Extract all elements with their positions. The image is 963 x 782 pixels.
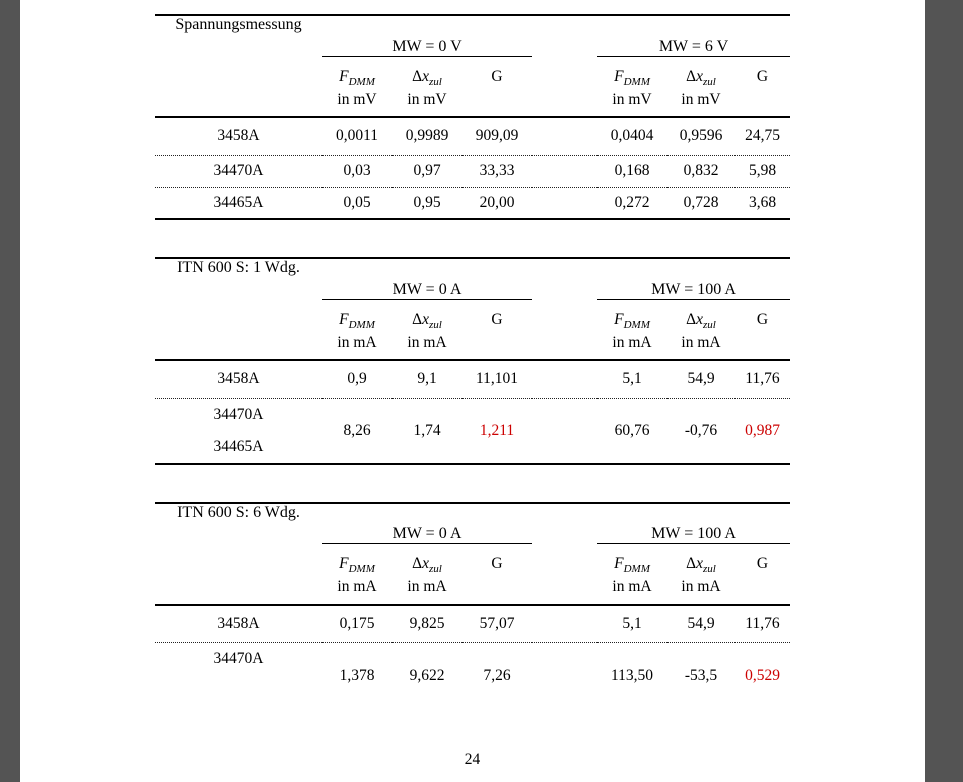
- table-cell: 9,622: [409, 666, 445, 684]
- table-row-truncated: [155, 643, 790, 698]
- unit-label: in mA: [407, 578, 447, 595]
- table-cell: -0,76: [667, 398, 735, 464]
- table-cell: 0,9989: [392, 117, 462, 155]
- table-cell: 0,95: [392, 187, 462, 219]
- table-row-merged: [155, 398, 790, 464]
- table-cell: 5,1: [597, 605, 667, 643]
- table-cell: 24,75: [735, 117, 790, 155]
- unit-label: in mV: [337, 90, 377, 108]
- column-header-fdmm: [597, 56, 667, 117]
- table-cell: 1,378: [339, 666, 375, 684]
- table-cell: 0,9596: [667, 117, 735, 155]
- table-cell: 0,832: [667, 155, 735, 187]
- device-label: 34470A: [213, 405, 264, 423]
- table-row: [155, 187, 790, 219]
- column-header-fdmm: [597, 544, 667, 605]
- unit-label: in mA: [681, 333, 721, 351]
- group-gap: [532, 398, 597, 464]
- x-symbol: x: [422, 555, 429, 572]
- column-header-dxzul: [667, 544, 735, 605]
- table-cell: 9,1: [392, 360, 462, 398]
- f-symbol: F: [614, 310, 624, 328]
- table-title: ITN 600 S: 6 Wdg.: [155, 503, 322, 605]
- voltage-measurement-table: [155, 14, 790, 220]
- table-cell: 0,0404: [597, 117, 667, 155]
- x-subscript: zul: [429, 563, 442, 576]
- f-subscript: DMM: [623, 318, 650, 331]
- column-header-dxzul: [392, 56, 462, 117]
- column-header-fdmm: [322, 544, 392, 605]
- table-cell: 57,07: [462, 605, 532, 643]
- f-symbol: F: [614, 555, 624, 572]
- table-row: [155, 605, 790, 643]
- table-cell: 0,728: [667, 187, 735, 219]
- device-label: 3458A: [155, 117, 322, 155]
- f-subscript: DMM: [623, 75, 650, 88]
- f-subscript: DMM: [623, 563, 650, 576]
- column-group-header: MW = 0 V: [322, 15, 532, 56]
- column-header-dxzul: [667, 56, 735, 117]
- x-subscript: zul: [429, 318, 442, 331]
- unit-label: in mA: [612, 333, 652, 351]
- table-cell: 11,101: [462, 360, 532, 398]
- unit-label: in mA: [612, 578, 652, 595]
- table-cell: 11,76: [735, 605, 790, 643]
- table-cell: 0,0011: [322, 117, 392, 155]
- f-symbol: F: [339, 310, 349, 328]
- table-cell: 0,9: [322, 360, 392, 398]
- left-frame-bar: [0, 0, 20, 782]
- delta-symbol: Δ: [412, 310, 423, 328]
- device-label: 34470A: [155, 155, 322, 187]
- table-cell: 113,50: [610, 666, 654, 684]
- x-subscript: zul: [429, 75, 442, 88]
- table-cell: 0,175: [322, 605, 392, 643]
- column-header-g: G: [735, 56, 790, 117]
- unit-label: in mA: [337, 578, 377, 595]
- f-subscript: DMM: [348, 75, 375, 88]
- group-gap: [532, 299, 597, 360]
- table-cell: 60,76: [597, 398, 667, 464]
- f-subscript: DMM: [348, 318, 375, 331]
- x-symbol: x: [696, 310, 704, 328]
- table-cell-highlighted: 0,987: [735, 398, 790, 464]
- group-gap: [532, 15, 597, 56]
- x-symbol: x: [422, 67, 429, 85]
- table-cell: 0,168: [597, 155, 667, 187]
- column-group-header: MW = 6 V: [597, 15, 790, 56]
- f-subscript: DMM: [348, 563, 375, 576]
- unit-label: in mA: [681, 578, 721, 595]
- table-cell: 5,98: [735, 155, 790, 187]
- table-title: ITN 600 S: 1 Wdg.: [155, 258, 322, 360]
- column-group-header: MW = 100 A: [597, 503, 790, 544]
- device-label: 3458A: [155, 605, 322, 643]
- table-cell: 0,05: [322, 187, 392, 219]
- device-label: 3458A: [155, 360, 322, 398]
- column-header-fdmm: [322, 56, 392, 117]
- table-cell: 11,76: [735, 360, 790, 398]
- right-frame-bar: [925, 0, 963, 782]
- group-gap: [532, 503, 597, 544]
- group-gap: [532, 187, 597, 219]
- x-subscript: zul: [703, 563, 716, 576]
- group-gap: [532, 544, 597, 605]
- table-cell-highlighted: 1,211: [462, 398, 532, 464]
- table-row: [155, 117, 790, 155]
- table-cell: 33,33: [462, 155, 532, 187]
- column-header-g: G: [462, 56, 532, 117]
- f-symbol: F: [614, 67, 624, 85]
- column-header-fdmm: [322, 299, 392, 360]
- group-gap: [532, 155, 597, 187]
- table-cell: 3,68: [735, 187, 790, 219]
- x-subscript: zul: [703, 75, 716, 88]
- column-header-fdmm: [597, 299, 667, 360]
- group-gap: [532, 605, 597, 643]
- group-gap: [532, 258, 597, 299]
- column-header-g: G: [462, 299, 532, 360]
- table-cell: 5,1: [597, 360, 667, 398]
- x-subscript: zul: [703, 318, 716, 331]
- group-gap: [532, 643, 597, 698]
- table-cell: 0,03: [322, 155, 392, 187]
- delta-symbol: Δ: [412, 555, 423, 572]
- delta-symbol: Δ: [412, 67, 423, 85]
- delta-symbol: Δ: [686, 310, 697, 328]
- device-label: 34465A: [213, 437, 264, 455]
- table-cell: 54,9: [667, 605, 735, 643]
- column-group-header: MW = 0 A: [322, 258, 532, 299]
- table-cell: 0,97: [392, 155, 462, 187]
- group-gap: [532, 56, 597, 117]
- column-header-g: G: [735, 299, 790, 360]
- device-label-pair: [155, 398, 322, 464]
- unit-label: in mV: [612, 90, 652, 108]
- unit-label: in mV: [407, 90, 447, 108]
- table-row: [155, 155, 790, 187]
- document-page: [20, 0, 925, 782]
- table-cell-highlighted: 0,529: [745, 666, 780, 684]
- table-cell: 0,272: [597, 187, 667, 219]
- table-cell: 9,825: [392, 605, 462, 643]
- group-gap: [532, 360, 597, 398]
- current-table-1wdg: [155, 257, 790, 465]
- column-group-header: MW = 0 A: [322, 503, 532, 544]
- device-label: 34465A: [155, 187, 322, 219]
- table-cell: 7,26: [483, 666, 511, 684]
- column-header-dxzul: [392, 544, 462, 605]
- unit-label: in mA: [407, 333, 447, 351]
- current-table-6wdg: [155, 502, 790, 698]
- table-cell: 20,00: [462, 187, 532, 219]
- f-symbol: F: [339, 67, 349, 85]
- table-row: [155, 360, 790, 398]
- table-cell: 1,74: [392, 398, 462, 464]
- table-title: Spannungsmessung: [155, 15, 322, 117]
- table-cell: -53,5: [684, 666, 718, 684]
- column-header-dxzul: [392, 299, 462, 360]
- x-symbol: x: [422, 310, 429, 328]
- column-group-header: MW = 100 A: [597, 258, 790, 299]
- group-gap: [532, 117, 597, 155]
- f-symbol: F: [339, 555, 349, 572]
- unit-label: in mA: [337, 333, 377, 351]
- column-header-dxzul: [667, 299, 735, 360]
- page-number: 24: [464, 751, 481, 768]
- delta-symbol: Δ: [686, 555, 697, 572]
- table-cell: 8,26: [322, 398, 392, 464]
- table-cell: 54,9: [667, 360, 735, 398]
- device-label: 34470A: [213, 650, 264, 667]
- column-header-g: G: [735, 544, 790, 605]
- unit-label: in mV: [681, 90, 721, 108]
- table-cell: 909,09: [462, 117, 532, 155]
- x-symbol: x: [696, 555, 704, 572]
- x-symbol: x: [696, 67, 703, 85]
- column-header-g: G: [462, 544, 532, 605]
- delta-symbol: Δ: [686, 67, 697, 85]
